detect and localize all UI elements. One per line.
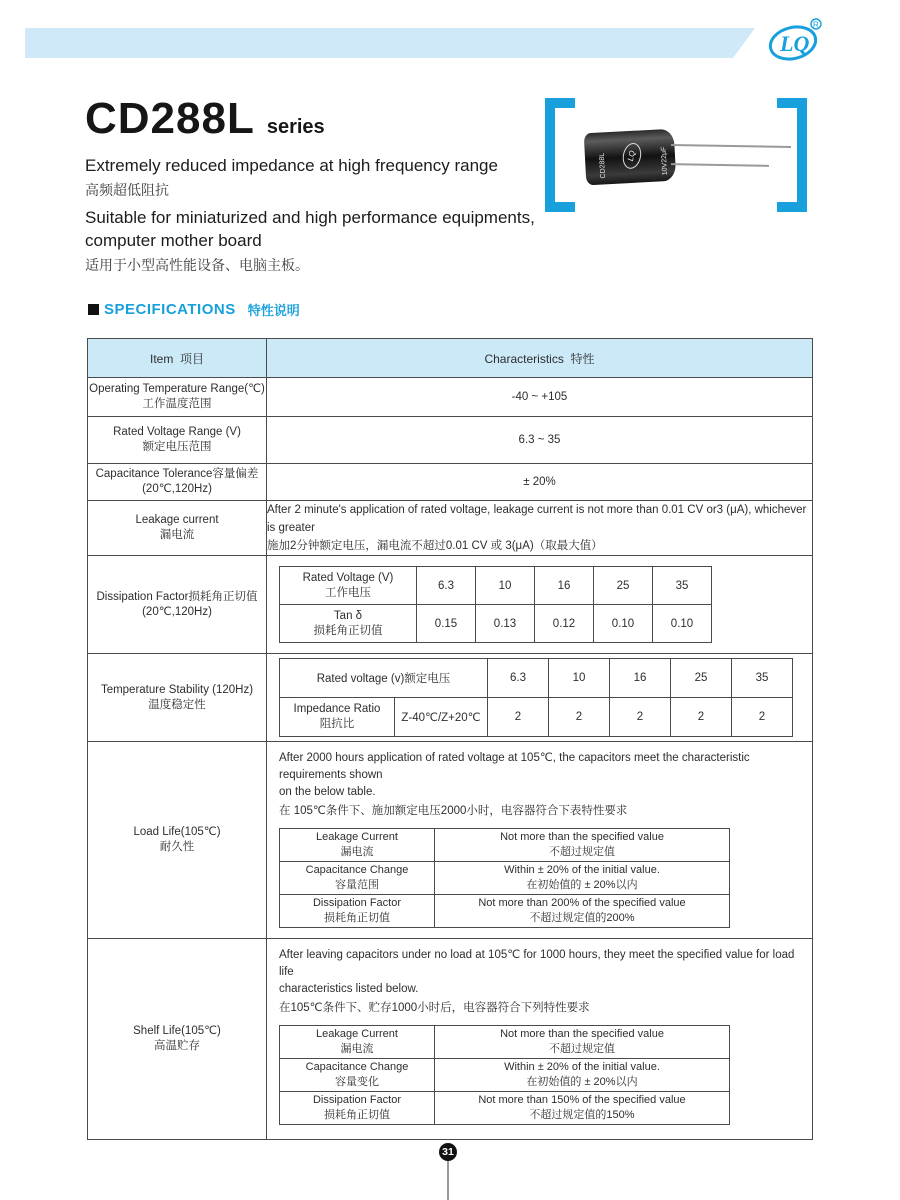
- shelf-life-item-2-value: [435, 1092, 730, 1125]
- capacitor-figure: [545, 98, 807, 216]
- tolerance-cond: (20℃,120Hz): [142, 483, 212, 495]
- dissipation-v3: 25: [594, 567, 653, 605]
- shelf-life-table: [279, 1025, 730, 1125]
- capacitor-body: [584, 129, 677, 186]
- row-capacitance-tolerance: [88, 464, 813, 501]
- svg-text:R: R: [813, 20, 819, 30]
- sl2-name-en: Dissipation Factor: [312, 1094, 402, 1106]
- tan-v0: 0.15: [417, 605, 476, 643]
- shelf-life-cn: 高温贮存: [154, 1040, 200, 1052]
- ll2-name-cn: 损耗角正切值: [324, 912, 390, 924]
- load-life-intro-en2: on the below table.: [279, 786, 376, 798]
- stability-v0: 6.3: [488, 659, 549, 698]
- dissipation-v4: 35: [653, 567, 712, 605]
- impedance-ratio-label: [280, 698, 395, 737]
- row-dissipation-factor: [88, 556, 813, 654]
- load-life-item-2-value: [435, 895, 730, 928]
- page-title: [85, 94, 325, 144]
- specifications-table: [87, 338, 813, 1140]
- capacitor-rating-label: 10V22μF: [660, 146, 669, 176]
- ll1-val-en: Within ± 20% of the initial value.: [504, 864, 660, 876]
- stability-v3: 25: [671, 659, 732, 698]
- leakage-label: [88, 501, 267, 556]
- ll0-val-en: Not more than the specified value: [500, 831, 664, 843]
- row-rated-voltage: [88, 417, 813, 464]
- ll1-name-cn: 容量范围: [335, 879, 379, 891]
- dissipation-voltage-row: [280, 567, 712, 605]
- shelf-life-item-1-value: [435, 1059, 730, 1092]
- dissipation-label: [88, 556, 267, 654]
- tolerance-en: Capacitance Tolerance容量偏差: [95, 468, 259, 480]
- tan-v4: 0.10: [653, 605, 712, 643]
- top-banner: [25, 28, 755, 58]
- rated-voltage-label: [88, 417, 267, 464]
- tolerance-label: [88, 464, 267, 501]
- ll2-val-en: Not more than 200% of the specified value: [478, 897, 686, 909]
- operating-temp-label: [88, 378, 267, 417]
- dissipation-head-cn: 工作电压: [325, 586, 371, 599]
- load-life-item-row: [280, 895, 730, 928]
- stability-voltage-head: Rated voltage (v)额定电压: [280, 659, 488, 698]
- ll1-val-cn: 在初始值的 ± 20%以内: [526, 879, 638, 891]
- stability-v1: 10: [549, 659, 610, 698]
- desc-en-1: Extremely reduced impedance at high frequency range: [85, 156, 498, 175]
- series-title: CD288L: [85, 94, 255, 143]
- ll1-name-en: Capacitance Change: [305, 864, 409, 876]
- sl0-name-en: Leakage Current: [316, 1028, 398, 1040]
- shelf-life-en: Shelf Life(105℃): [133, 1025, 221, 1037]
- ll2-val-cn: 不超过规定值的200%: [529, 912, 635, 924]
- dissipation-table: [279, 566, 712, 643]
- ratio-v1: 2: [549, 698, 610, 737]
- load-life-intro-cn: 在 105℃条件下、施加额定电压2000小时，电容器符合下表特性要求: [279, 805, 628, 817]
- tan-v2: 0.12: [535, 605, 594, 643]
- ll0-name-cn: 漏电流: [340, 846, 374, 858]
- leakage-en: Leakage current: [135, 514, 219, 526]
- capacitor-series-label: CD288L: [598, 152, 608, 179]
- load-life-item-0-name: [280, 829, 435, 862]
- ratio-v3: 2: [671, 698, 732, 737]
- ratio-cn: 阻抗比: [319, 718, 355, 730]
- load-life-item-0-value: [435, 829, 730, 862]
- sl0-val-en: Not more than the specified value: [500, 1028, 664, 1040]
- load-life-item-row: [280, 862, 730, 895]
- sl1-val-cn: 在初始值的 ± 20%以内: [526, 1076, 638, 1088]
- dissipation-v1: 10: [476, 567, 535, 605]
- desc-cn-2: 适用于小型高性能设备、电脑主板。: [85, 257, 309, 273]
- row-load-life: [88, 742, 813, 939]
- header-item-en: Item: [149, 351, 174, 366]
- specifications-table-wrap: [87, 338, 813, 1140]
- shelf-life-item-1-name: [280, 1059, 435, 1092]
- header-char-en: Characteristics: [484, 351, 564, 366]
- dissipation-en: Dissipation Factor损耗角正切值: [96, 590, 258, 603]
- header-char-cn: 特性: [570, 351, 595, 366]
- footer-divider-line: [447, 1161, 449, 1200]
- tan-v3: 0.10: [594, 605, 653, 643]
- capacitor-lead-bottom: [671, 163, 769, 167]
- header-item-cell: [88, 339, 267, 378]
- rated-voltage-cn: 额定电压范围: [142, 441, 212, 453]
- shelf-life-item-0-name: [280, 1026, 435, 1059]
- header-item-cn: 项目: [180, 351, 205, 366]
- shelf-life-item-row: [280, 1092, 730, 1125]
- load-life-table: [279, 828, 730, 928]
- row-leakage-current: [88, 501, 813, 556]
- load-life-item-1-name: [280, 862, 435, 895]
- operating-temp-value: -40 ~ +105: [267, 378, 813, 417]
- specifications-heading: [88, 300, 300, 319]
- shelf-life-item-row: [280, 1026, 730, 1059]
- desc-en-2a: Suitable for miniaturized and high performance equipments,: [85, 208, 535, 227]
- series-suffix: series: [266, 116, 325, 138]
- leakage-description: [267, 501, 813, 556]
- load-life-cn: 耐久性: [159, 841, 195, 853]
- desc-cn-1: 高频超低阻抗: [85, 182, 169, 198]
- operating-temp-cn: 工作温度范围: [142, 398, 212, 410]
- load-life-intro-en1: After 2000 hours application of rated voltage at 105℃, the capacitors meet the characteristic requirements shown: [279, 752, 750, 781]
- shelf-life-cell: [267, 939, 813, 1140]
- shelf-life-item-0-value: [435, 1026, 730, 1059]
- tolerance-value: ± 20%: [267, 464, 813, 501]
- stability-table: [279, 658, 793, 737]
- load-life-intro: [267, 742, 812, 820]
- ll2-name-en: Dissipation Factor: [312, 897, 402, 909]
- shelf-life-intro-en1: After leaving capacitors under no load at 105℃ for 1000 hours, they meet the specified value for load life: [279, 949, 795, 978]
- leakage-cn: 漏电流: [159, 529, 195, 541]
- ratio-v0: 2: [488, 698, 549, 737]
- sl2-val-en: Not more than 150% of the specified value: [478, 1094, 686, 1106]
- dissipation-voltage-head: [280, 567, 417, 605]
- shelf-life-item-2-name: [280, 1092, 435, 1125]
- tan-v1: 0.13: [476, 605, 535, 643]
- dissipation-v0: 6.3: [417, 567, 476, 605]
- shelf-life-intro: [267, 939, 812, 1017]
- capacitor-logo-icon: LQ: [620, 141, 643, 170]
- sl2-val-cn: 不超过规定值的150%: [529, 1109, 635, 1121]
- brand-logo-icon: [766, 12, 824, 70]
- row-shelf-life: [88, 939, 813, 1140]
- ll0-val-cn: 不超过规定值: [549, 846, 615, 858]
- dissipation-cell: [267, 556, 813, 654]
- stability-en: Temperature Stability (120Hz): [100, 683, 254, 696]
- dissipation-v2: 16: [535, 567, 594, 605]
- shelf-life-label: [88, 939, 267, 1140]
- section-title-en: SPECIFICATIONS: [104, 301, 236, 318]
- sl1-val-en: Within ± 20% of the initial value.: [504, 1061, 660, 1073]
- shelf-life-intro-en2: characteristics listed below.: [279, 983, 419, 995]
- sl1-name-cn: 容量变化: [335, 1076, 379, 1088]
- svg-text:LQ: LQ: [780, 31, 810, 56]
- ll0-name-en: Leakage Current: [316, 831, 398, 843]
- dissipation-tan-row: [280, 605, 712, 643]
- stability-ratio-row: [280, 698, 793, 737]
- sl0-name-cn: 漏电流: [340, 1043, 374, 1055]
- shelf-life-item-row: [280, 1059, 730, 1092]
- stability-v2: 16: [610, 659, 671, 698]
- leakage-text-en: After 2 minute's application of rated voltage, leakage current is not more than 0.01 CV or3 (μA), whichever is greater: [267, 504, 807, 534]
- dissipation-head-en: Rated Voltage (V): [302, 571, 394, 584]
- stability-cn: 温度稳定性: [148, 698, 206, 711]
- tan-cn: 损耗角正切值: [313, 624, 383, 637]
- load-life-label: [88, 742, 267, 939]
- sl2-name-cn: 损耗角正切值: [324, 1109, 390, 1121]
- dissipation-cond: (20℃,120Hz): [142, 605, 212, 618]
- rated-voltage-value: 6.3 ~ 35: [267, 417, 813, 464]
- page-number-badge: 31: [439, 1143, 457, 1161]
- leakage-text-cn: 施加2分钟额定电压，漏电流不超过0.01 CV 或 3(μA)（取最大值）: [267, 540, 603, 552]
- section-title-cn: 特性说明: [247, 303, 300, 318]
- right-bracket-icon: [777, 98, 807, 212]
- load-life-cell: [267, 742, 813, 939]
- square-bullet-icon: [88, 304, 99, 315]
- ratio-en: Impedance Ratio: [293, 703, 381, 715]
- rated-voltage-en: Rated Voltage Range (V): [113, 426, 241, 438]
- sl1-name-en: Capacitance Change: [305, 1061, 409, 1073]
- description-block: [85, 154, 555, 281]
- table-header-row: [88, 339, 813, 378]
- capacitor-lead-top: [671, 144, 791, 148]
- desc-en-2b: computer mother board: [85, 231, 262, 250]
- dissipation-tan-head: [280, 605, 417, 643]
- row-temperature-stability: [88, 654, 813, 742]
- tan-en: Tan δ: [333, 609, 363, 622]
- load-life-item-row: [280, 829, 730, 862]
- ratio-v4: 2: [732, 698, 793, 737]
- operating-temp-en: Operating Temperature Range(℃): [89, 383, 265, 395]
- load-life-item-1-value: [435, 862, 730, 895]
- shelf-life-intro-cn: 在105℃条件下、贮存1000小时后，电容器符合下列特性要求: [279, 1002, 590, 1014]
- load-life-en: Load Life(105℃): [133, 826, 221, 838]
- stability-v4: 35: [732, 659, 793, 698]
- stability-voltage-row: [280, 659, 793, 698]
- ratio-condition: Z-40℃/Z+20℃: [395, 698, 488, 737]
- stability-cell: [267, 654, 813, 742]
- ratio-v2: 2: [610, 698, 671, 737]
- left-bracket-icon: [545, 98, 575, 212]
- header-characteristics-cell: [267, 339, 813, 378]
- stability-label: [88, 654, 267, 742]
- row-operating-temperature: [88, 378, 813, 417]
- load-life-item-2-name: [280, 895, 435, 928]
- sl0-val-cn: 不超过规定值: [549, 1043, 615, 1055]
